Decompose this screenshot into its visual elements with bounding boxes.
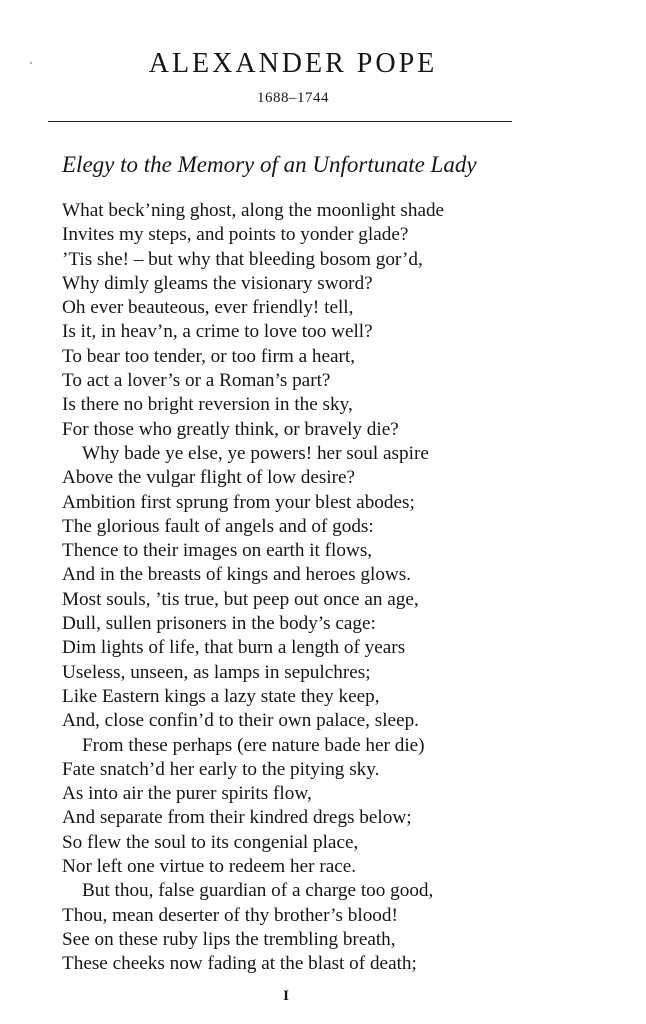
author-name: ALEXANDER POPE bbox=[148, 48, 438, 79]
poem-line: Invites my steps, and points to yonder glade? bbox=[62, 224, 409, 246]
poem-line: Dull, sullen prisoners in the body’s cage: bbox=[62, 613, 376, 635]
poem-line: And, close confin’d to their own palace, sleep. bbox=[62, 710, 419, 732]
poem-line: Why dimly gleams the visionary sword? bbox=[62, 272, 373, 294]
poem-line: See on these ruby lips the trembling breath, bbox=[62, 928, 396, 950]
poem-line: As into air the purer spirits flow, bbox=[62, 783, 312, 805]
poem-line: Ambition first sprung from your blest abodes; bbox=[62, 491, 415, 513]
poem-line: And in the breasts of kings and heroes glows. bbox=[62, 564, 412, 586]
poem-line: Why bade ye else, ye powers! her soul aspire bbox=[82, 442, 429, 464]
poem-line: Is there no bright reversion in the sky, bbox=[62, 394, 353, 416]
poem-line: Like Eastern kings a lazy state they keep, bbox=[62, 685, 380, 707]
poem-body bbox=[62, 199, 522, 977]
poem-line: Thence to their images on earth it flows, bbox=[62, 540, 373, 562]
poem-line: Above the vulgar flight of low desire? bbox=[62, 467, 356, 489]
poem-line: But thou, false guardian of a charge too good, bbox=[82, 880, 434, 902]
poem-line: To bear too tender, or too firm a heart, bbox=[62, 345, 356, 367]
poem-line: Thou, mean deserter of thy brother’s blood! bbox=[62, 904, 398, 926]
poem-line: Most souls, ’tis true, but peep out once an age, bbox=[62, 588, 419, 610]
page-number: I bbox=[283, 988, 289, 1004]
poem-line: For those who greatly think, or bravely die? bbox=[62, 418, 399, 440]
header-rule bbox=[48, 121, 512, 122]
poem-line: What beck’ning ghost, along the moonlight shade bbox=[62, 200, 445, 221]
poem-line: Dim lights of life, that burn a length of years bbox=[62, 637, 406, 659]
poem-line: ’Tis she! – but why that bleeding bosom gor’d, bbox=[62, 248, 423, 270]
poem-line: To act a lover’s or a Roman’s part? bbox=[62, 370, 331, 392]
poem-line: Oh ever beauteous, ever friendly! tell, bbox=[62, 297, 354, 319]
poem-line: So flew the soul to its congenial place, bbox=[62, 831, 359, 853]
author-dates: 1688–1744 bbox=[257, 90, 329, 106]
poem-title: Elegy to the Memory of an Unfortunate Lady bbox=[62, 152, 477, 177]
poem-line: From these perhaps (ere nature bade her die) bbox=[82, 734, 425, 756]
poem-line: Is it, in heav’n, a crime to love too well? bbox=[62, 321, 373, 343]
poem-line: And separate from their kindred dregs below; bbox=[62, 807, 412, 829]
poem-line: Nor left one virtue to redeem her race. bbox=[62, 856, 357, 878]
poem-line: These cheeks now fading at the blast of death; bbox=[62, 953, 417, 975]
poem-line: The glorious fault of angels and of gods: bbox=[62, 515, 374, 537]
poem-line: Fate snatch’d her early to the pitying sky. bbox=[62, 758, 380, 780]
poem-line: Useless, unseen, as lamps in sepulchres; bbox=[62, 661, 371, 683]
